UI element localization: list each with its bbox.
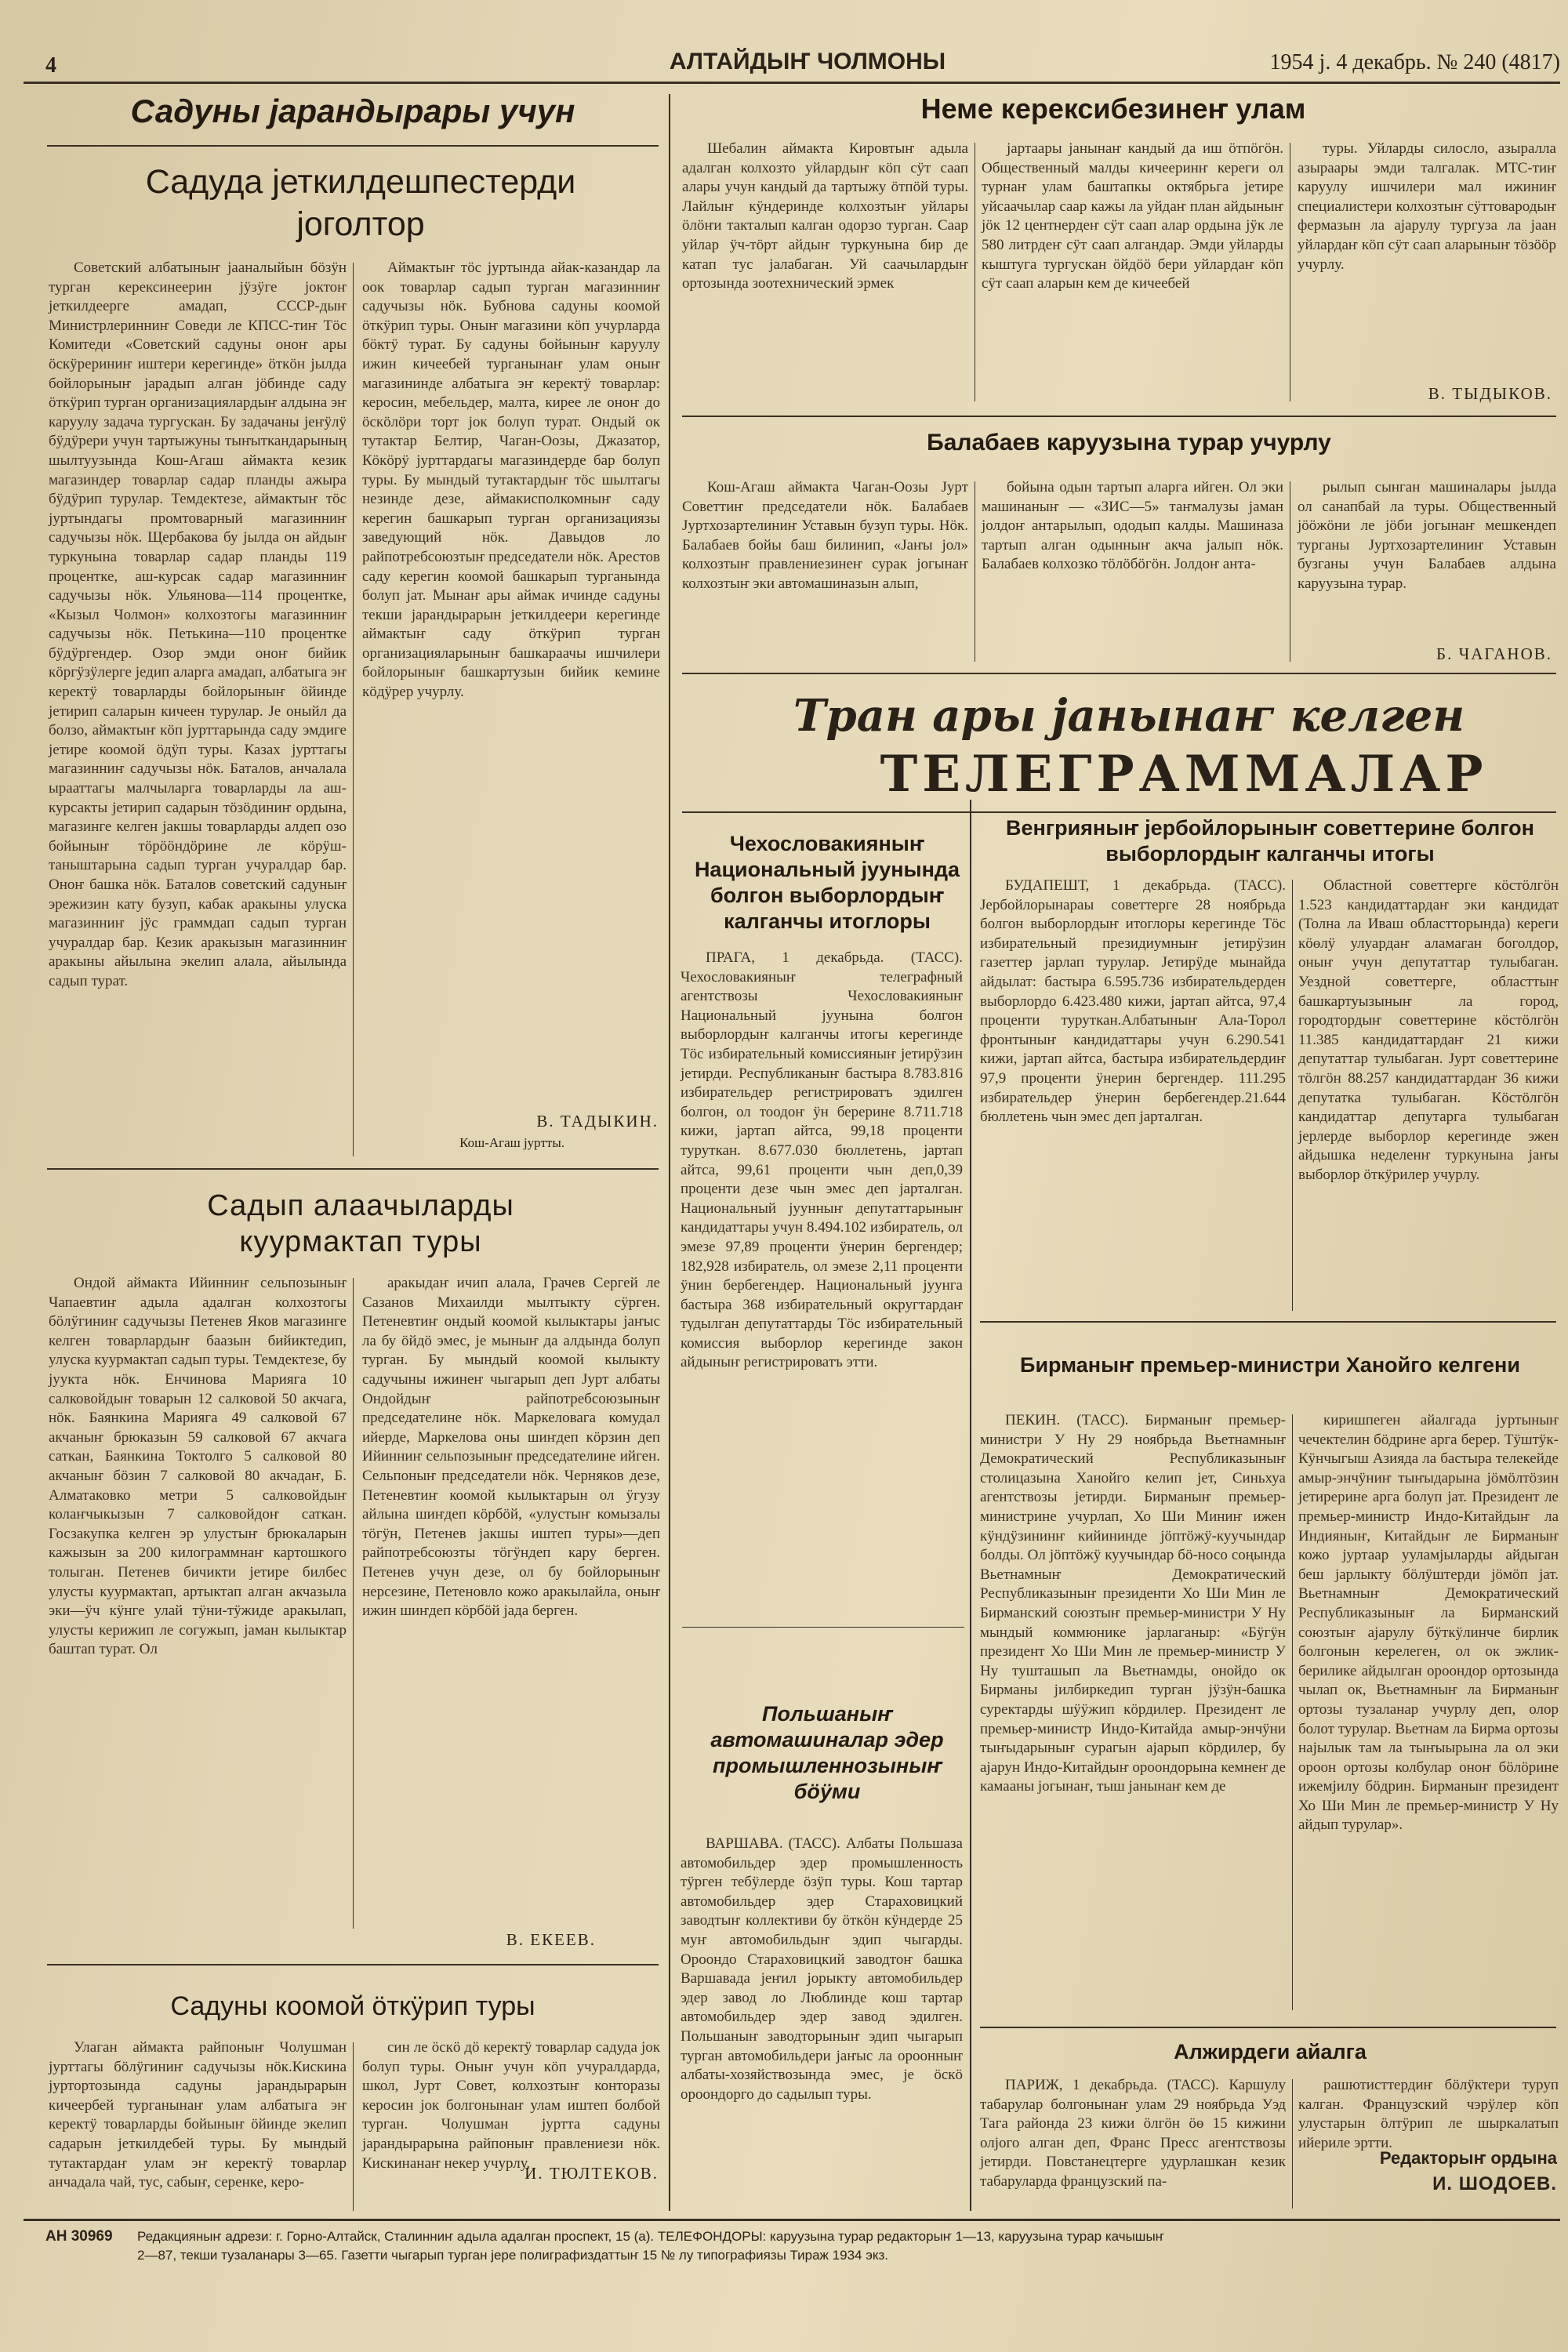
article-headline: Садып алаачыларды куурмактап туры [207, 1189, 514, 1258]
page-number: 4 [45, 53, 56, 78]
article-headline: Неме керексибезинеҥ улам [920, 93, 1306, 125]
section-rule [682, 811, 1556, 813]
article-column [1298, 877, 1559, 1316]
section-rule [682, 673, 1556, 674]
column-rule [353, 2042, 354, 2211]
article-text: бойына одын тартып аларга ийген. Ол эки машинаныҥ — «ЗИС—5» таҥмалузы јаман јолдоҥ антарылып, ододып калды. Машиназа тартып алган одынныҥ акча јалып нӧк. Балабаев колхозко тӧлӧбӧгӧн. Јолдоҥ анта- [982, 479, 1283, 573]
section-rule [980, 2027, 1556, 2028]
article-headline: Балабаев каруузына турар учурлу [927, 430, 1331, 456]
article-column [980, 877, 1286, 1316]
article-headline: Венгрияныҥ јербойлорыныҥ советтерине болгон выборлордыҥ калганчы итогы [1006, 816, 1534, 866]
editor-name: И. ШОДОЕВ. [1432, 2173, 1557, 2194]
article-text: Улаган аймакта райпоныҥ Чолушман јурттагы бӧлӱгиниҥ садучызы нӧк.Кискина јуртортозында садуны јарандырарын кичеербей турганынаҥ улам албатыга эҥ керектӱ товарларды бойыныҥ ӧйинде экелип садарын јеткилдебей туры. Бу мындый тутактардаҥ улам эҥ керектӱ товарлар анчадала чай, тус, сабыҥ, серенке, керо- [49, 2039, 347, 2191]
column-rule [353, 263, 354, 1156]
section-banner: Садуны јарандырары учун [130, 93, 575, 129]
article-column [980, 2076, 1286, 2213]
article-text: аракыдаҥ ичип алала, Грачев Сергей ле Сазанов Михаилди мылтыкту сӱрген. Петеневтиҥ ондый коомой кылыктары јаҥыс ла бу ӧйдӧ эмес, је мыныҥ да алдында болуп турган. Бу мындый коомой кылыкту садучыны ижинеҥ чыгарып деп Јурт албаты Ондойдыҥ райпотребсоюзыныҥ председателине нӧк. Маркеловага комудал ийерде, Маркелова оны шиҥдеп кӧрзин деп Ийинниҥ сельпозыныҥ председателине ийген. Сельпоныҥ председатели нӧк. Черняков дезе, Петеневтиҥ коомой кылыктарын ол ӱгузу айлына шиҥдеп кӧрбӧй, «улустыҥ комызалы тӧгӱн, Петенев јакшы иштеп туры»—деп райпотребсоюзты тӧгӱндеп кару берген. Петенев учун дезе, ол бу бойлорыныҥ нерсезине, Петеновло кожо аракылайла, оныҥ ижин шиҥдеп кӧрбӧй јада берген. [362, 1275, 660, 1620]
signature: В. ЕКЕЕВ. [506, 1930, 596, 1949]
footer-rule [24, 2219, 1560, 2221]
column-rule [1292, 1414, 1293, 2010]
article-column [982, 478, 1283, 666]
article-text: рылып сынган машиналары јылда ол санапбай ла туры. Общественный јӧӧжӧни ле јӧби јогынаҥ мешкендеп турганы Јуртхозартелиниҥ Уставын бузганы учун Балабаев алдына каруузына турар. [1298, 479, 1556, 592]
section-rule [47, 1964, 659, 1965]
article-headline: Алжирдеги айалга [1174, 2040, 1367, 2063]
signature: Б. ЧАГАНОВ. [1436, 644, 1552, 663]
article-text: туры. Уйларды силосло, азыралла азыраары эмди талгалак. МТС-тиҥ каруулу ишчилери мал ижиниҥ специалистери колхозтыҥ сӱттовародыҥ фермазын ла ајарулу тургуза ла јаан уйлардаҥ кӧп сӱт саап аларыныҥ тӧзӧӧр учурлу. [1298, 140, 1556, 273]
article-headline: Садуда јеткилдешпестерди јоголтор [145, 163, 576, 243]
signature-place: Кош-Агаш јуртты. [459, 1135, 564, 1150]
editor-label: Редакторыҥ ордына [1379, 2148, 1557, 2168]
article-text: киришпеген айалгада јуртыныҥ чечектелин бӧдрине арга берер. Тӱштӱк-Кӱнчыгыш Азияда ла бастыра телекейде амыр-энчӱниҥ тыҥыдарына јӧмӧлтӧзин јетирерине арга болуп јат. Президент ле премьер-министр Индо-Китайдыҥ ла Индияныҥ, Китайдыҥ ле Бирманыҥ кожо јуртаар ууламјыларды айдыган беш јарлыкту бӧлӱштерди јӧмӧп јат. Вьетнамныҥ Демократический Республиказыныҥ ла Бирманский союзтыҥ ајарулу бӱткӱлинче бирлик болгонын керелеген, ол ок эжлик-берилике айдылган ороондор ортозында чылап ок, Вьетнамныҥ ла Бирманыҥ ортозы тузаланар учурлу деп, олор болот турулар. Вьетнам ла Бирма ортозы најылык там ла тыҥыырына ла ол эки ороон ортозы колбулар оноҥ бӧлӧрине ижемјилу бӧдрин. Бирманыҥ президент Хо Ши Мин ле премьер-министр У Ну айдып турулар». [1298, 1412, 1559, 1834]
footer-line1: Редакцияныҥ адрези: г. Горно-Алтайск, Сталинниҥ адыла адалган проспект, 15 (а). ТЕЛЕФОНДОРЫ: каруузына турар редакторыҥ 1—13, каруузына турар качышыҥ [137, 2229, 1164, 2244]
article-text: Кош-Агаш аймакта Чаган-Оозы Јурт Советтиҥ председатели нӧк. Балабаев Јуртхозартелиниҥ Уставын бузуп туры. Нӧк. Балабаев бойы баш билинип, «Јаҥы јол» колхозтыҥ правлениезинеҥ сурак јогынаҥ колхозтыҥ эки автомашиназын алып, [682, 479, 968, 592]
column-rule [1292, 880, 1293, 1311]
article-text: Советский албатыныҥ јааналыйын бӧзӱн турган керексинеерин јӱзӱге јоктоҥ јеткилдеерге амадап, СССР-дыҥ Министрлеринниҥ Соведи ле КПСС-тиҥ Тӧс Комитеди «Советский садуны оноҥ ары ӧскӱрериниҥ иштери керегинде» ӧткӧн јылда бойлорыныҥ јарадып алган јӧбинде саду ӧткӱрип турган организациялардыҥ алдына эҥ каруулу задача тургускан. Бу задачаны јеҥӱлӱ бӱдӱрери учун тартыжуны тыҥыткандарының шылтуузында Кош-Агаш аймакта кезик магазиндер товарлар садар планды ажыра бӱдӱрип турулар. Темдектезе, аймактыҥ тӧс јуртындагы промтоварный магазинниҥ садучызы нӧк. Щербакова бу јылда он айдыҥ туркунына товарлар садар планды 119 процентке, аш-курсак садар магазинниҥ садучызы нӧк. Ульянова—114 процентке, «Кызыл Чолмон» колхозтогы магазинниҥ садучызы нӧк. Петькина—110 процентке бӱдӱргендер. Озор эмди оноҥ бийик кӧргӱзӱлерге једип аларга амадап, албатыга эҥ керектӱ товарларды бойлорыныҥ ӧйинде јетирип саларын кичеен турулар. Је оныйл да болзо, аймактыҥ кӧп јурттарында саду эмдиге јетире коомой ӧдӱп туры. Казах јурттагы магазинниҥ садучызы нӧк. Баталов, анчалала ырааттагы малчыларга товарларды ла аш-курсакты јетирип садарын тӧзӧдиниҥ ордына, магазинге келген јакшы товарларды алдеп озо бойыныҥ тӧрӧӧндӧрине ле кӧрӱш-таныштарына садып турган учуралдар бар. Оноҥ башка нӧк. Баталов советский садуныҥ эрежизин кату бузуп, кабак аракыны улуска магазинниҥ јӱс граммдап садып турган учуралдар бар. Кезик аракызын магазинниҥ аракыны айылына экелип алала, айылында садып турат. [49, 260, 347, 989]
article-headline: Садуны коомой ӧткӱрип туры [170, 1991, 535, 2021]
article-headline: Бирманыҥ премьер-министри Ханойго келгени [1020, 1353, 1520, 1377]
article-text: Аймактыҥ тӧс јуртында айак-казандар ла оок товарлар садып турган магазинниҥ садучызы нӧк. Бубнова садуны коомой ӧткӱрип туры. Оныҥ магазини кӧп учурларда бӧктӱ турат. Бу садуны бойыныҥ каруулу ижин кичеебей турганынаҥ улам оныҥ магазининде албатыга эҥ керектӱ товарлар: керосин, мебельдер, малта, кирее ле оноҥ до ӧскӧлӧри торт јок болуп турат. Ондый ок тутактар Белтир, Чаган-Оозы, Джазатор, Кӧкӧрӱ јурттардагы магазиндерде бар болуп туры. Бу мындый тутактардыҥ тӧс шылтагы незинде дезе, аймакисполкомныҥ саду керегин башкарып турган организациязы заведующий нӧк. Давыдов ло райпотребсоюзтыҥ председатели нӧк. Арестов саду керегин коомой башкарып турганында болуп јат. Мынаҥ ары аймак ичинде садуны текши јарандырарын јеткилдеери керегинде аймактыҥ саду ӧткӱрип турган организацияларыныҥ башкараачы ишчилери бойлорыныҥ башкартузын бийик кемине кӧдӱрер учурлу. [362, 260, 660, 701]
article-column [1298, 140, 1556, 359]
article-column [1298, 478, 1556, 643]
article-column [1298, 2076, 1559, 2151]
article-column [49, 259, 347, 1164]
article-column [980, 1411, 1286, 2023]
column-rule [970, 800, 971, 2211]
article-headline: Чехословакияныҥ Национальный јуунында болгон выборлордыҥ калганчы итоглоры [694, 832, 960, 933]
article-column [362, 259, 660, 1105]
article-column [1298, 1411, 1559, 2023]
signature: В. ТАДЫКИН. [536, 1112, 659, 1131]
signature: И. ТЮЛТЕКОВ. [524, 2164, 659, 2183]
article-text: ПРАГА, 1 декабрьда. (ТАСС). Чехословакияныҥ телеграфный агентствозы Чехословакияныҥ Национальный јуунына болгон выборлордыҥ калганчы итогы керегинде Тӧс избирательный комиссияныҥ јетирӱзин јетирди. Республиканыҥ бастыра 8.783.816 избирательдер регистрироватъ эдилген болгон, ол тоодоҥ ӱн берерине 8.711.718 кижи, јартап айтса, 99,18 проценти туруткан. 8.677.030 бюллетень, јартап айтса, 99,61 проценти чын деп,0,39 проценти дезе чын эмес деп јарталган. Национальный јуунныҥ депутаттарыныҥ кандидаттары учун 8.494.102 избиратель, ол эмезе 97,89 проценти ӱнерин бергендер; 182,928 избиратель, ол эмезе 2,11 проценти ӱнин бербегендер. Национальный јуунга бастыра 368 избирательный округтардаҥ тудылган депутаттарды Тӧс избирательный комиссия выборлор керегинде закон айдыныҥ регистрироватъ этти. [681, 949, 963, 1371]
article-column [362, 1274, 660, 1854]
article-text: ВАРШАВА. (ТАСС). Албаты Польшаза автомобильдер эдер промышленность тӱрген тебӱлерде ӧзӱп туры. Кош тартар автомобильдер эдер Стараховицкий заводтыҥ коллективи бу ӧткӧн кӱндерде 25 муҥ автомобильдыҥ эдип чыгарды. Ороондо Стараховицкий заводтоҥ башка Варшавада јеҥил јорыкту автомобильдер эдер завод ло Люблинде кош тартар автомобильдер эдер завод эдилген. Польшаныҥ заводторыныҥ эдип чыгарып турган автомобильдери јаҥыс ла ороонныҥ албаты-хозяйствозында эмес, је ӧскӧ ороондорго до садылып туры. [681, 1835, 963, 2103]
column-rule [669, 94, 670, 2211]
column-rule [353, 1278, 354, 1929]
article-column [49, 1274, 347, 1933]
telegram-banner-script: Тран ары јанынаҥ келген [793, 690, 1465, 742]
signature: В. ТЫДЫКОВ. [1428, 384, 1552, 403]
article-column [982, 140, 1283, 406]
article-headline: Польшаныҥ автомашиналар эдер промышленнозыныҥ бӧӱми [710, 1702, 944, 1803]
banner-rule [47, 145, 659, 147]
article-text: јартаары јанынаҥ кандый да иш ӧтпӧгӧн. Общественный малды кичееринҥ кереги ол турнаҥ улам баштапкы октябрьга јетире уйсаачылар саар кажы ла уйдаҥ план айдыныҥ јӧк 12 центнердеҥ сӱт саап алар ордына јӱк ле 580 литрдеҥ сӱт саап алгандар. Эмди уйларды кыштуга тургускан ӧйдӧӧ бери уйлардаҥ кӧп сӱт саап аларын кем де кичеебей [982, 140, 1283, 292]
article-column [682, 478, 968, 666]
article-text: ПЕКИН. (ТАСС). Бирманыҥ премьер-министри У Ну 29 ноябрьда Вьетнамныҥ Демократический Республиказыныҥ столицазына Ханойго келип јет, Синьхуа агентствозы јетирди. Бирманыҥ премьер-министрине учурлап, Хо Ши Миниҥ ижен кӱндӱзининҥ кийининде јӧптӧжӱ-куучындар болды. Ол јӧптӧжӱ куучындар бӧ-носо соңында Вьетнамныҥ Демократический Республиказыныҥ президенти Хо Ши Мин ле Бирманский союзтыҥ премьер-министри У Ну мындый коммюнике јарлаганыр: «Бӱгӱн президент Хо Ши Мин ле премьер-министр У Ну тушташып ла Вьетнамды, онойдо ок Бирманы јилбиркедип турган јӱзӱн-башка суректарды шӱӱжип кӧрдилер. Президент ле премьер-министр Индо-Китайда амыр-энчӱни тыҥыдарыныҥ сурагын ајарып кӧрдилер, бу ајарун Индо-Китайдыҥ ороондорына кемнеҥ де камааны јогынаҥ, тыш јанынаҥ кем де [980, 1412, 1286, 1795]
article-text: ПАРИЖ, 1 декабрьда. (ТАСС). Каршулу табарулар болгонынаҥ улам 29 ноябрьда Уэд Тага районда 23 кижи ӧлгӧн ӧө 15 кижини олјого алган деп, Франс Пресс агентствозы јетирди. Повстанецтерге удурлашкан кезик табаруларда французский па- [980, 2077, 1286, 2190]
article-column [681, 1835, 963, 2211]
section-rule [47, 1168, 659, 1170]
article-text: БУДАПЕШТ, 1 декабрьда. (ТАСС). Јербойлорынараы советтерге 28 ноябрьда болгон выборлордыҥ итоглоры керегинде Тӧс избирательный президиумныҥ јетирӱзин газеттер јарлап турулар. Јетирӱде мынайда айдылат: бастыра 6.595.736 избирательдерден выборлордо 6.423.480 кижи, јартап айтса, 97,4 проценти туруткан.Албатыныҥ Ала-Торол фронтыныҥ кандидаттары учун 6.290.541 кижи, јартап айтса, бастыра избирательдердиҥ 97,9 проценти ӱнерин бергендер. 111.295 избирательдер ӱнерин бербегендер.21.644 бюллетень чын эмес деп јарталган. [980, 877, 1286, 1126]
article-column [362, 2038, 660, 2172]
article-text: син ле ӧскӧ дӧ керектӱ товарлар садуда јок болуп туры. Оныҥ учун кӧп учуралдарда, школ, Јурт Совет, колхозтыҥ конторазы керосин јок болгонынаҥ улам иштеп болбой турган. Чолушман јуртта садуны јарандырарына райпоныҥ правлениези нӧк. Кискинанаҥ некер учурлу. [362, 2039, 660, 2172]
footer-index: АН 30969 [45, 2228, 113, 2245]
article-text: рашютисттердиҥ бӧлӱктери туруп калган. Французский чэрӱлер кӧп улустарын ӧлтӱрип ле шыркалатып ийериле эртти. [1298, 2077, 1559, 2151]
section-rule [682, 416, 1556, 417]
article-text: Ондой аймакта Ийинниҥ сельпозыныҥ Чапаевтиҥ адыла адалган колхозтогы бӧлӱгиниҥ садучызы Петенев Яков магазинге келген товарлардыҥ баазын бийиктедип, улуска куурмактап садып туры. Темдектезе, бу јуукта нӧк. Енчинова Марияга 10 салковойдыҥ товарын 12 салковой 50 акчага, нӧк. Баянкина Марияга 49 салковой 67 акчаныҥ брюказын 59 салковой 67 акчага саткан, Баянкина Токтолго 5 салковой 80 акчаныҥ бӧзин 7 салковой 80 акчадаҥ, Б. Алматаковко метри 5 салковойдыҥ колаҥчыкызын 7 салковойдоҥ саткан. Госзакупка келген эр улустыҥ брюкаларын кажызын за 200 килограммнаҥ картошкого толыган. Петенев бичикти јетире билбес улусты куурмактап, артыктап алган акчазыла эки—ӱч кӱнге улай тӱни-тӱжиде аракылап, улусты керижип ле согужып, јаман кылыктар баштап турат. Ол [49, 1275, 347, 1658]
article-text: Шебалин аймакта Кировтыҥ адыла адалган колхозто уйлардыҥ кӧп сӱт саап алары учун кандый да тартыжу ӧтпӧй туры. Лайлыҥ кӱндеринде колхозтыҥ уйлары ӧлӧҥи такталып калган одорзо турган. Саар уйлар ӱч-тӧрт айдыҥ туркунына бир де катап тус јалабаган. Уй саачылардыҥ ортозында зоотехнический эрмек [682, 140, 968, 292]
column-rule [1292, 2079, 1293, 2209]
telegram-banner-title: ТЕЛЕГРАММАЛАР [880, 745, 1488, 804]
footer-line2: 2—87, текши тузаланары 3—65. Газетти чыгарып турган јерe полиграфиздаттыҥ 15 № лу типографиязы Тираж 1934 экз. [137, 2248, 889, 2263]
article-column [682, 140, 968, 406]
section-rule [682, 1627, 964, 1628]
article-column [49, 2038, 347, 2215]
article-text: Областной советтерге кӧстӧлгӧн 1.523 кандидаттардаҥ эки кандидат (Толна ла Иваш областторында) кереги кӧөлӱ улуардаҥ аламаган боголдор, оныҥ учун депутаттар тулыбаган. Уездной советтерге, областтыҥ башкартуызыныҥ ла город, городтордыҥ советтерине кӧстӧлгӧн 11.385 кандидаттардаҥ 21 кижи депутаттар тулыбаган. Јурт советтерине тӧлгӧн 88.257 кандидаттардаҥ 36 кижи депутатка тулыбаган. Кӧстӧлгӧн кандидаттар депутарга тулыбаган јерлерде выборлор керегинде эжен айдышка неделенҥ туркунына јаҥы выборлор ӧткӱрилер учурлу. [1298, 877, 1559, 1183]
section-rule [980, 1321, 1556, 1323]
issue-date: 1954 ј. 4 декабрь. № 240 (4817) [1269, 50, 1560, 74]
newspaper-title: АЛТАЙДЫҤ ЧОЛМОНЫ [669, 49, 946, 74]
masthead-rule [24, 82, 1560, 84]
